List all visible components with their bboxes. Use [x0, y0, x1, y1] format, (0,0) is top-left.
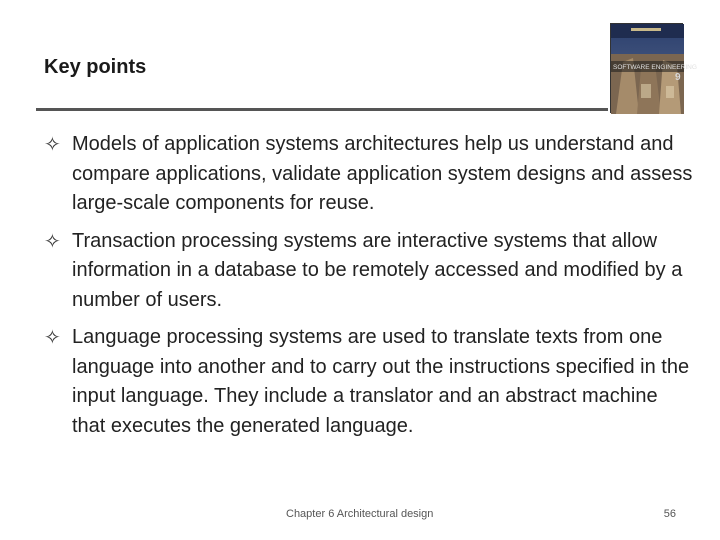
star-bullet-icon: ✧: [44, 228, 61, 253]
footer-chapter: Chapter 6 Architectural design: [286, 508, 434, 520]
bullet-text: Transaction processing systems are interactive systems that allow information in a database to be remotely accessed and modified by a number of users.: [72, 229, 683, 311]
slide-title: Key points: [44, 56, 147, 78]
book-cover-image: [610, 23, 697, 113]
star-bullet-icon: ✧: [44, 325, 61, 349]
bullet-list: [44, 130, 694, 449]
book-cover-edition: 9: [675, 72, 681, 83]
bullet-item: [44, 130, 694, 219]
bullet-item: [44, 227, 694, 316]
star-bullet-icon: ✧: [44, 132, 61, 156]
book-cover-title: SOFTWARE ENGINEERING: [613, 64, 697, 71]
title-divider: [36, 108, 608, 111]
bullet-text: Language processing systems are used to translate texts from one language into another and to carry out the instructions specified in the input language. They include a translator and an abstract machine that executes the generated language.: [72, 326, 690, 437]
page-number: 56: [663, 508, 676, 520]
bullet-item: [44, 323, 694, 441]
bullet-text: Models of application systems architectures help us understand and compare applications, validate application system designs and assess large-scale components for reuse.: [72, 133, 693, 214]
